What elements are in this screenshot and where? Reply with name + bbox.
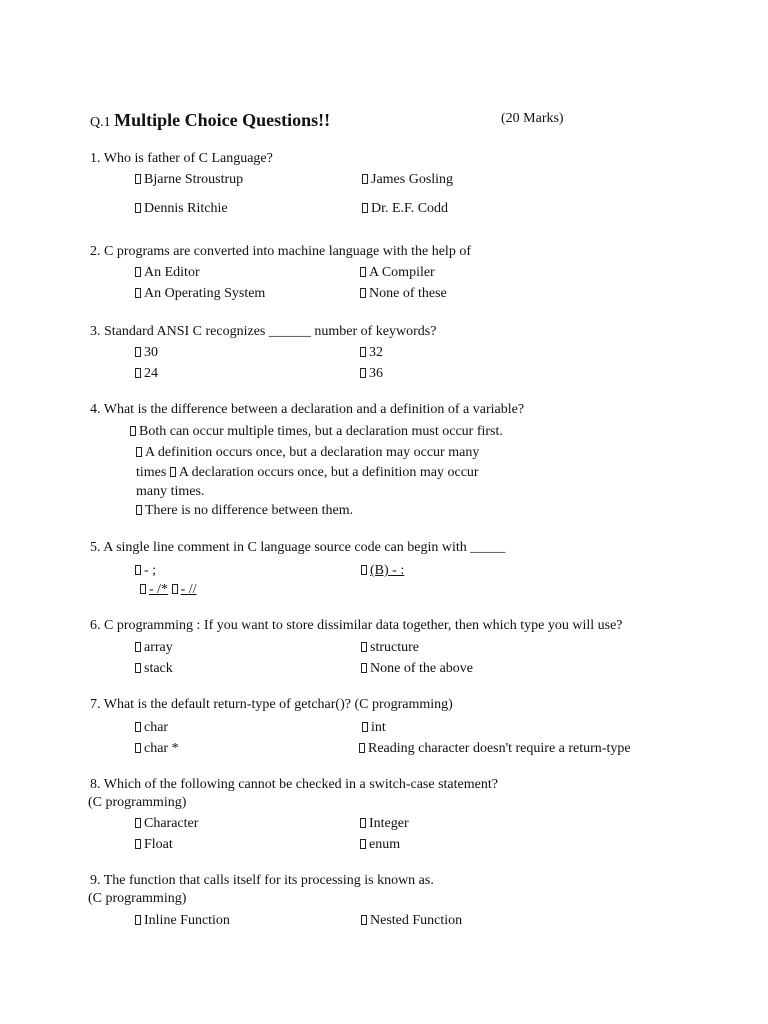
checkbox-icon[interactable] [360,288,366,298]
checkbox-icon[interactable] [359,743,365,753]
checkbox-icon[interactable] [135,839,141,849]
q4-option-d[interactable]: There is no difference between them. [136,503,353,519]
checkbox-icon[interactable] [136,447,142,457]
q2-option-b[interactable]: A Compiler [360,265,435,281]
q4-option-c-line[interactable]: times A declaration occurs once, but a definition may occur [136,465,479,480]
question-4-text: 4. What is the difference between a declaration and a definition of a variable? [90,402,525,417]
q8-option-d[interactable]: enum [360,837,400,853]
question-8-text: 8. Which of the following cannot be checked in a switch-case statement? [90,777,498,792]
q6-option-c[interactable]: stack [135,661,173,677]
q4-option-b[interactable]: A definition occurs once, but a declaration may occur many [136,445,479,461]
marks-label: (20 Marks) [501,111,564,126]
checkbox-icon[interactable] [136,505,142,515]
question-3-text: 3. Standard ANSI C recognizes ______ number of keywords? [90,324,437,339]
checkbox-icon[interactable] [361,915,367,925]
q5-option-a[interactable]: - ; [135,563,156,579]
checkbox-icon[interactable] [360,347,366,357]
checkbox-icon[interactable] [361,642,367,652]
checkbox-icon[interactable] [360,267,366,277]
checkbox-icon[interactable] [135,368,141,378]
checkbox-icon[interactable] [135,267,141,277]
checkbox-icon[interactable] [170,467,176,477]
checkbox-icon[interactable] [361,565,367,575]
q7-option-a[interactable]: char [135,720,168,736]
question-1-text: 1. Who is father of C Language? [90,151,273,166]
q8-option-b[interactable]: Integer [360,816,409,832]
checkbox-icon[interactable] [135,722,141,732]
checkbox-icon[interactable] [135,347,141,357]
checkbox-icon[interactable] [362,722,368,732]
q6-option-d[interactable]: None of the above [361,661,473,677]
checkbox-icon[interactable] [362,174,368,184]
q2-option-c[interactable]: An Operating System [135,286,265,302]
checkbox-icon[interactable] [362,203,368,213]
q5-option-b[interactable]: (B) - : [361,563,404,579]
question-number: Q.1 [90,115,111,130]
checkbox-icon[interactable] [140,584,146,594]
question-9-text: 9. The function that calls itself for its processing is known as. [90,873,434,888]
checkbox-icon[interactable] [135,743,141,753]
checkbox-icon[interactable] [135,642,141,652]
q1-option-a[interactable]: Bjarne Stroustrup [135,172,243,188]
q5-option-c-d[interactable]: - /* - // [140,582,197,598]
question-6-text: 6. C programming : If you want to store dissimilar data together, then which type you will use? [90,618,623,633]
q1-option-c[interactable]: Dennis Ritchie [135,201,228,217]
checkbox-icon[interactable] [135,174,141,184]
checkbox-icon[interactable] [135,565,141,575]
q4-option-c-continued: many times. [136,484,205,499]
q3-option-c[interactable]: 24 [135,366,158,382]
q7-option-b[interactable]: int [362,720,386,736]
q3-option-a[interactable]: 30 [135,345,158,361]
checkbox-icon[interactable] [360,368,366,378]
checkbox-icon[interactable] [360,818,366,828]
question-8-subtext: (C programming) [88,795,187,810]
section-title [90,112,330,131]
q8-option-a[interactable]: Character [135,816,198,832]
question-9-subtext: (C programming) [88,891,187,906]
question-2-text: 2. C programs are converted into machine language with the help of [90,244,471,259]
q9-option-a[interactable]: Inline Function [135,913,230,929]
q7-option-d[interactable]: Reading character doesn't require a return-type [359,741,631,757]
q3-option-b[interactable]: 32 [360,345,383,361]
checkbox-icon[interactable] [172,584,178,594]
checkbox-icon[interactable] [135,915,141,925]
q9-option-b[interactable]: Nested Function [361,913,462,929]
q6-option-b[interactable]: structure [361,640,419,656]
checkbox-icon[interactable] [135,818,141,828]
q1-option-d[interactable]: Dr. E.F. Codd [362,201,448,217]
q8-option-c[interactable]: Float [135,837,173,853]
checkbox-icon[interactable] [135,663,141,673]
question-7-text: 7. What is the default return-type of getchar()? (C programming) [90,697,453,712]
checkbox-icon[interactable] [135,203,141,213]
q3-option-d[interactable]: 36 [360,366,383,382]
q1-option-b[interactable]: James Gosling [362,172,453,188]
checkbox-icon[interactable] [135,288,141,298]
checkbox-icon[interactable] [361,663,367,673]
question-5-text: 5. A single line comment in C language source code can begin with _____ [90,540,506,555]
q4-option-a[interactable]: Both can occur multiple times, but a declaration must occur first. [130,424,503,440]
q6-option-a[interactable]: array [135,640,173,656]
checkbox-icon[interactable] [360,839,366,849]
page-title: Multiple Choice Questions!! [114,110,331,130]
q2-option-a[interactable]: An Editor [135,265,200,281]
checkbox-icon[interactable] [130,426,136,436]
q2-option-d[interactable]: None of these [360,286,447,302]
q7-option-c[interactable]: char * [135,741,179,757]
